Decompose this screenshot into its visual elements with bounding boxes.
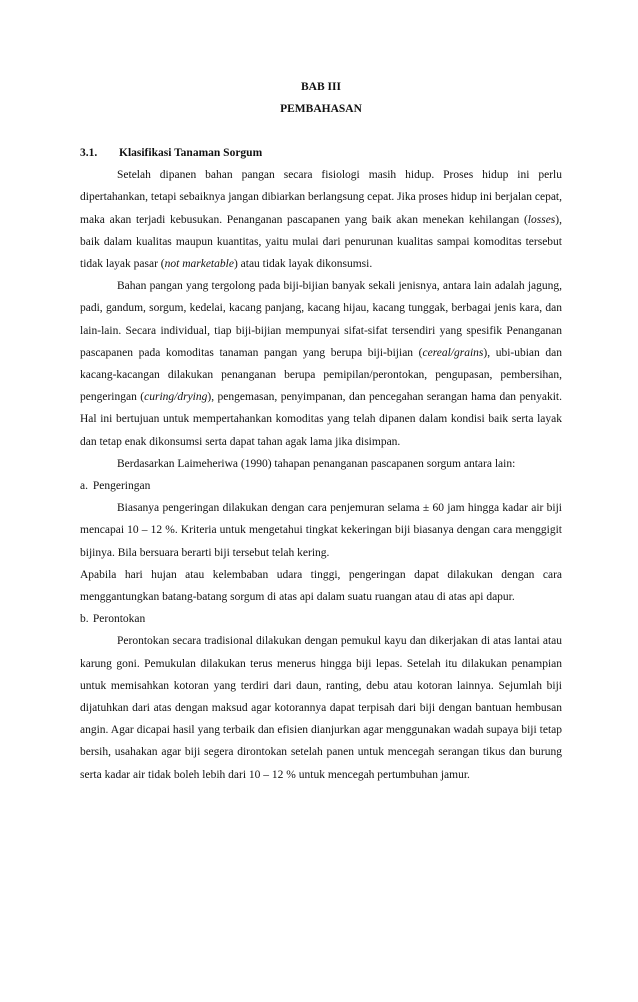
paragraph-3: Berdasarkan Laimeheriwa (1990) tahapan penanganan pascapanen sorgum antara lain: bbox=[117, 457, 516, 470]
paragraph-2-text-a: Bahan pangan yang tergolong pada biji-bijian banyak sekali jenisnya, antara lain adalah jagung, padi, gandum, sorgum, kedelai, kacang panjang, kacang hijau, kacang tunggak, berbagai jenis kara, dan lain-lain. Secara individual, tiap biji-bijian mempunyai sifat-sifat tersendiri yang spesifik Penanganan pascapanen pada komoditas tanaman pangan yang berupa biji-bijian ( bbox=[80, 280, 562, 359]
subsection-b-body-1: Perontokan secara tradisional dilakukan dengan pemukul kayu dan dikerjakan di atas lantai atau karung goni. Pemukulan dilakukan terus menerus hingga biji lepas. Setelah itu dilakukan penampian untuk memisahkan kotoran yang terdiri dari daun, ranting, debu atau kotoran lainnya. Sejumlah biji dijatuhkan dari atas dengan maksud agar kotorannya dapat terpisah dari biji dengan bantuan hembusan angin. Agar dicapai hasil yang terbaik dan efisien dianjurkan agar menggunakan wadah supaya biji tetap bersih, usahakan agar biji segera dirontokan setelah panen untuk mencegah serangan tikus dan burung serta kadar air tidak boleh lebih dari 10 – 12 % untuk mencegah pertumbuhan jamur. bbox=[80, 635, 562, 781]
chapter-label: BAB III bbox=[301, 81, 341, 93]
paragraph-1-italic-losses: losses bbox=[527, 213, 556, 226]
subsection-a-heading bbox=[80, 475, 562, 497]
page-content bbox=[80, 76, 562, 786]
paragraph-2-text-b: ), ubi-ubian dan kacang-kacangan dilakukan penanganan berupa pemipilan/perontokan, pengupasan, pembersihan, pengeringan ( bbox=[80, 346, 562, 404]
subsection-a-body-1: Biasanya pengeringan dilakukan dengan cara penjemuran selama ± 60 jam hingga kadar air biji mencapai 10 – 12 %. Kriteria untuk mengetahui tingkat kekeringan biji biasanya dengan cara menggigit bijinya. Bila bersuara berarti biji tersebut telah kering. bbox=[80, 502, 562, 559]
subsection-b-title: Perontokan bbox=[92, 613, 146, 626]
section-title: Klasifikasi Tanaman Sorgum bbox=[119, 147, 263, 159]
subsection-a-letter: a. bbox=[80, 480, 88, 493]
paragraph-1-italic-not-marketable: not marketable bbox=[164, 258, 234, 271]
paragraph-2 bbox=[80, 275, 562, 453]
paragraph-2-text-c: ), pengemasan, penyimpanan, dan pencegahan serangan hama dan penyakit. Hal ini bertujuan untuk mempertahankan komoditas yang telah dipanen dalam kondisi baik serta layak dan tetap enak dikonsumsi serta dapat tahan agak lama jika disimpan. bbox=[80, 391, 562, 448]
subsection-a-body-2: Apabila hari hujan atau kelembaban udara tinggi, pengeringan dapat dilakukan dengan cara menggantungkan batang-batang sorgum di atas api dalam suatu ruangan atau di atas api dapur. bbox=[80, 568, 562, 604]
section-number: 3.1. bbox=[80, 147, 98, 159]
paragraph-2-italic-cereal-grains: cereal/grains bbox=[422, 346, 484, 359]
subsection-b-letter: b. bbox=[80, 613, 89, 626]
section-heading bbox=[80, 142, 562, 164]
subsection-b-heading bbox=[80, 608, 562, 630]
paragraph-2-italic-curing-drying: curing/drying bbox=[144, 391, 208, 404]
paragraph-1-text-c: ) atau tidak layak dikonsumsi. bbox=[233, 258, 373, 271]
paragraph-1-text-b: ), baik dalam kualitas maupun kuantitas, yaitu mulai dari penurunan kualitas sampai komoditas tersebut tidak layak pasar ( bbox=[80, 213, 562, 271]
subsection-a-title: Pengeringan bbox=[92, 480, 151, 493]
paragraph-1 bbox=[80, 164, 562, 275]
paragraph-1-text-a: Setelah dipanen bahan pangan secara fisiologi masih hidup. Proses hidup ini perlu dipertahankan, tetapi sebaiknya jangan dibiarkan berlangsung cepat. Jika proses hidup ini berjalan cepat, maka akan terjadi kebusukan. Penanganan pascapanen yang baik akan menekan kehilangan ( bbox=[80, 169, 562, 226]
chapter-title: PEMBAHASAN bbox=[280, 103, 362, 115]
